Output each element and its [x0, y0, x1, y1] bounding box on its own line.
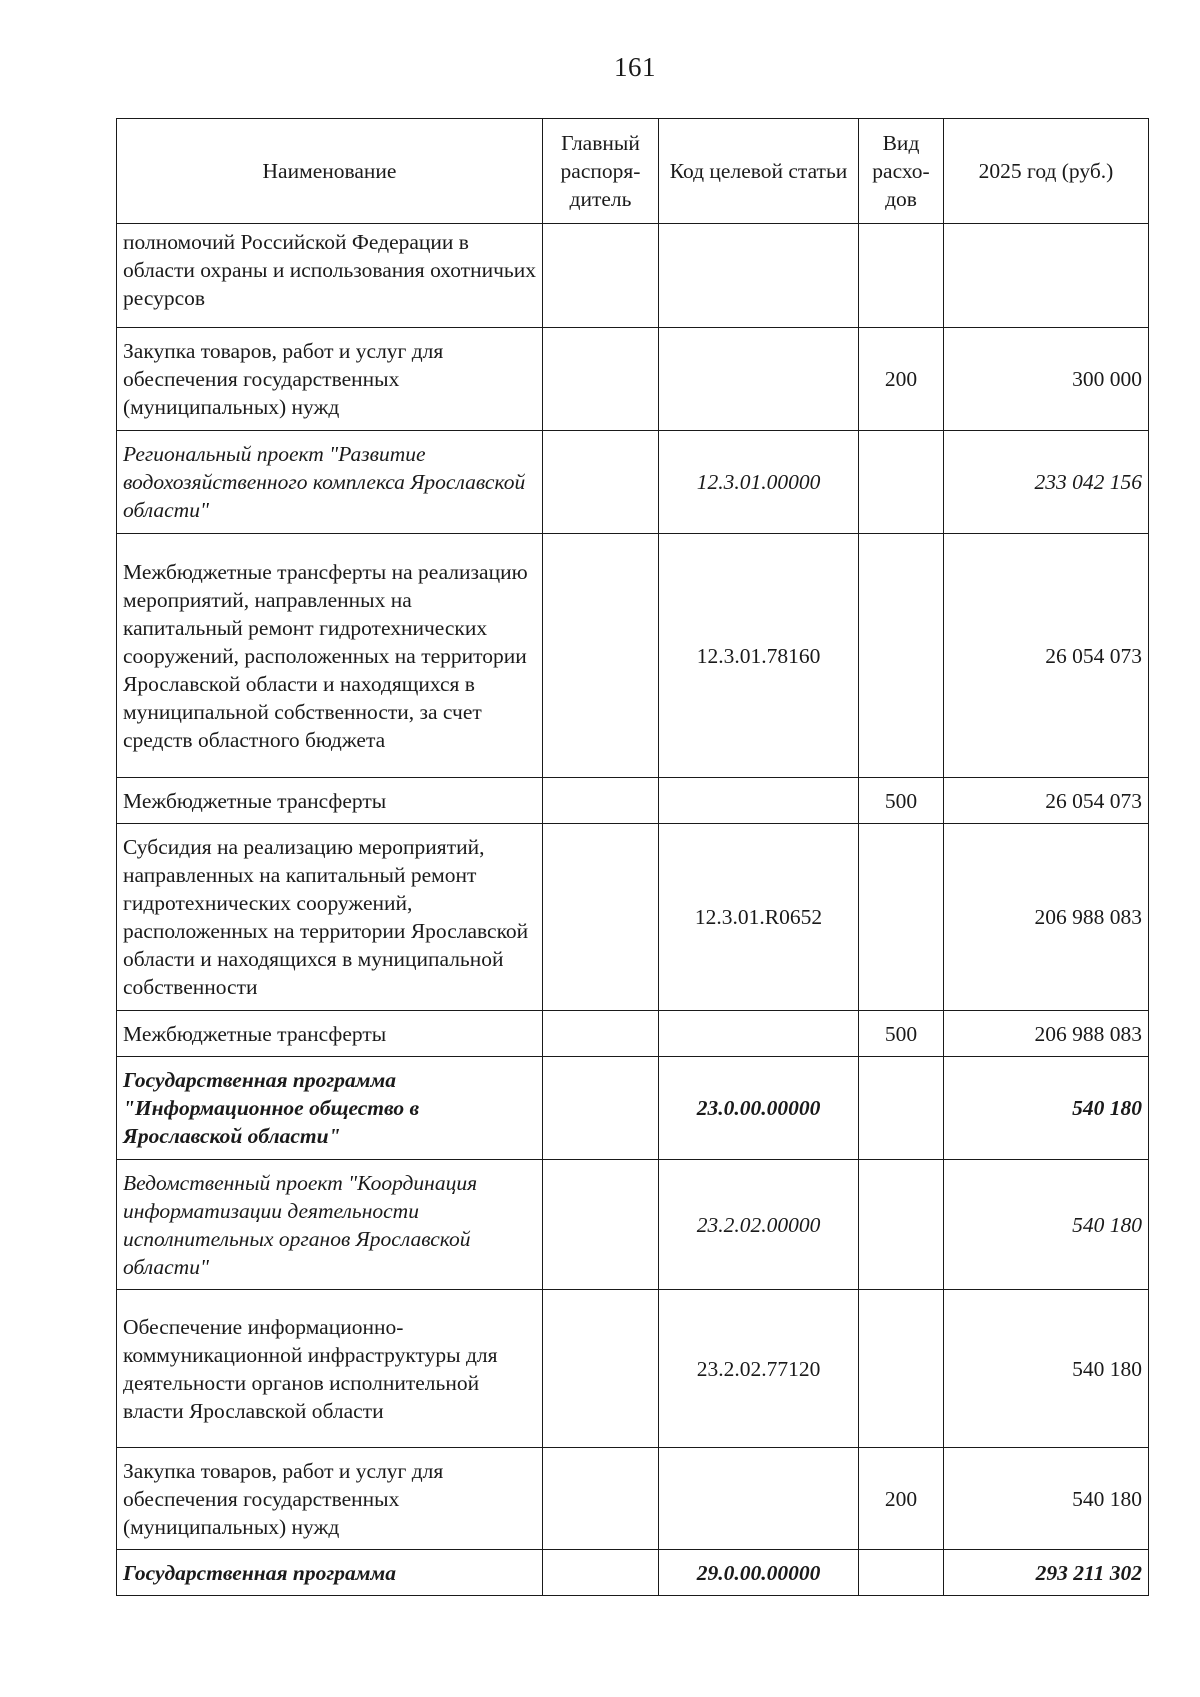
row-kind: 500	[859, 1011, 944, 1057]
row-name: Межбюджетные трансферты на реализацию мероприятий, направленных на капитальный ремонт гидротехнических сооружений, расположенных на территории Ярославской области и находящихся в муниципальной собственности, за счет средств областного бюджета	[117, 534, 543, 778]
header-row	[117, 119, 1149, 224]
row-manager	[543, 534, 659, 778]
table-row	[117, 1290, 1149, 1448]
row-name: Закупка товаров, работ и услуг для обеспечения государственных (муниципальных) нужд	[117, 1448, 543, 1550]
row-code	[659, 328, 859, 431]
row-amount: 26 054 073	[944, 534, 1149, 778]
header-manager: Главный распоря-дитель	[543, 119, 659, 224]
row-amount: 233 042 156	[944, 431, 1149, 534]
row-code	[659, 778, 859, 824]
row-kind	[859, 1550, 944, 1596]
row-name: Региональный проект "Развитие водохозяйственного комплекса Ярославской области"	[117, 431, 543, 534]
header-kind: Вид расхо-дов	[859, 119, 944, 224]
table-row	[117, 1057, 1149, 1160]
row-kind: 500	[859, 778, 944, 824]
row-amount: 540 180	[944, 1448, 1149, 1550]
row-name: полномочий Российской Федерации в области охраны и использования охотничьих ресурсов	[117, 224, 543, 328]
row-name: Обеспечение информационно-коммуникационной инфраструктуры для деятельности органов исполнительной власти Ярославской области	[117, 1290, 543, 1448]
table-row	[117, 534, 1149, 778]
row-manager	[543, 328, 659, 431]
table-row	[117, 1550, 1149, 1596]
budget-table	[116, 118, 1149, 1596]
row-amount: 540 180	[944, 1057, 1149, 1160]
row-kind	[859, 1290, 944, 1448]
row-amount: 300 000	[944, 328, 1149, 431]
row-manager	[543, 1448, 659, 1550]
row-amount: 206 988 083	[944, 824, 1149, 1011]
row-code	[659, 224, 859, 328]
table-row	[117, 224, 1149, 328]
row-kind	[859, 534, 944, 778]
row-code	[659, 1011, 859, 1057]
row-kind	[859, 824, 944, 1011]
header-name: Наименование	[117, 119, 543, 224]
row-code: 12.3.01.00000	[659, 431, 859, 534]
row-name: Закупка товаров, работ и услуг для обеспечения государственных (муниципальных) нужд	[117, 328, 543, 431]
table-row	[117, 1011, 1149, 1057]
row-name: Межбюджетные трансферты	[117, 778, 543, 824]
row-code: 12.3.01.R0652	[659, 824, 859, 1011]
table-header	[117, 119, 1149, 224]
row-manager	[543, 1290, 659, 1448]
row-code	[659, 1448, 859, 1550]
row-kind	[859, 1160, 944, 1290]
row-amount: 540 180	[944, 1160, 1149, 1290]
row-amount: 293 211 302	[944, 1550, 1149, 1596]
row-name: Межбюджетные трансферты	[117, 1011, 543, 1057]
row-name: Ведомственный проект "Координация информатизации деятельности исполнительных органов Ярославской области"	[117, 1160, 543, 1290]
table-row	[117, 1160, 1149, 1290]
row-code: 29.0.00.00000	[659, 1550, 859, 1596]
row-name: Государственная программа "Информационное общество в Ярославской области"	[117, 1057, 543, 1160]
row-manager	[543, 778, 659, 824]
row-amount: 206 988 083	[944, 1011, 1149, 1057]
row-kind	[859, 1057, 944, 1160]
row-amount	[944, 224, 1149, 328]
row-code: 12.3.01.78160	[659, 534, 859, 778]
header-amount: 2025 год (руб.)	[944, 119, 1149, 224]
row-manager	[543, 1057, 659, 1160]
row-name: Субсидия на реализацию мероприятий, направленных на капитальный ремонт гидротехнических сооружений, расположенных на территории Ярославской области и находящихся в муниципальной собственности	[117, 824, 543, 1011]
row-kind: 200	[859, 1448, 944, 1550]
row-manager	[543, 1550, 659, 1596]
table-row	[117, 778, 1149, 824]
page-number: 161	[614, 52, 656, 82]
row-manager	[543, 1160, 659, 1290]
table-body	[117, 224, 1149, 1596]
row-kind	[859, 431, 944, 534]
table-row	[117, 328, 1149, 431]
row-kind	[859, 224, 944, 328]
table-row	[117, 1448, 1149, 1550]
row-amount: 26 054 073	[944, 778, 1149, 824]
row-manager	[543, 224, 659, 328]
row-name: Государственная программа	[117, 1550, 543, 1596]
row-manager	[543, 431, 659, 534]
row-manager	[543, 824, 659, 1011]
row-code: 23.0.00.00000	[659, 1057, 859, 1160]
row-manager	[543, 1011, 659, 1057]
row-code: 23.2.02.77120	[659, 1290, 859, 1448]
table-row	[117, 431, 1149, 534]
row-kind: 200	[859, 328, 944, 431]
row-amount: 540 180	[944, 1290, 1149, 1448]
row-code: 23.2.02.00000	[659, 1160, 859, 1290]
table-row	[117, 824, 1149, 1011]
header-code: Код целевой статьи	[659, 119, 859, 224]
